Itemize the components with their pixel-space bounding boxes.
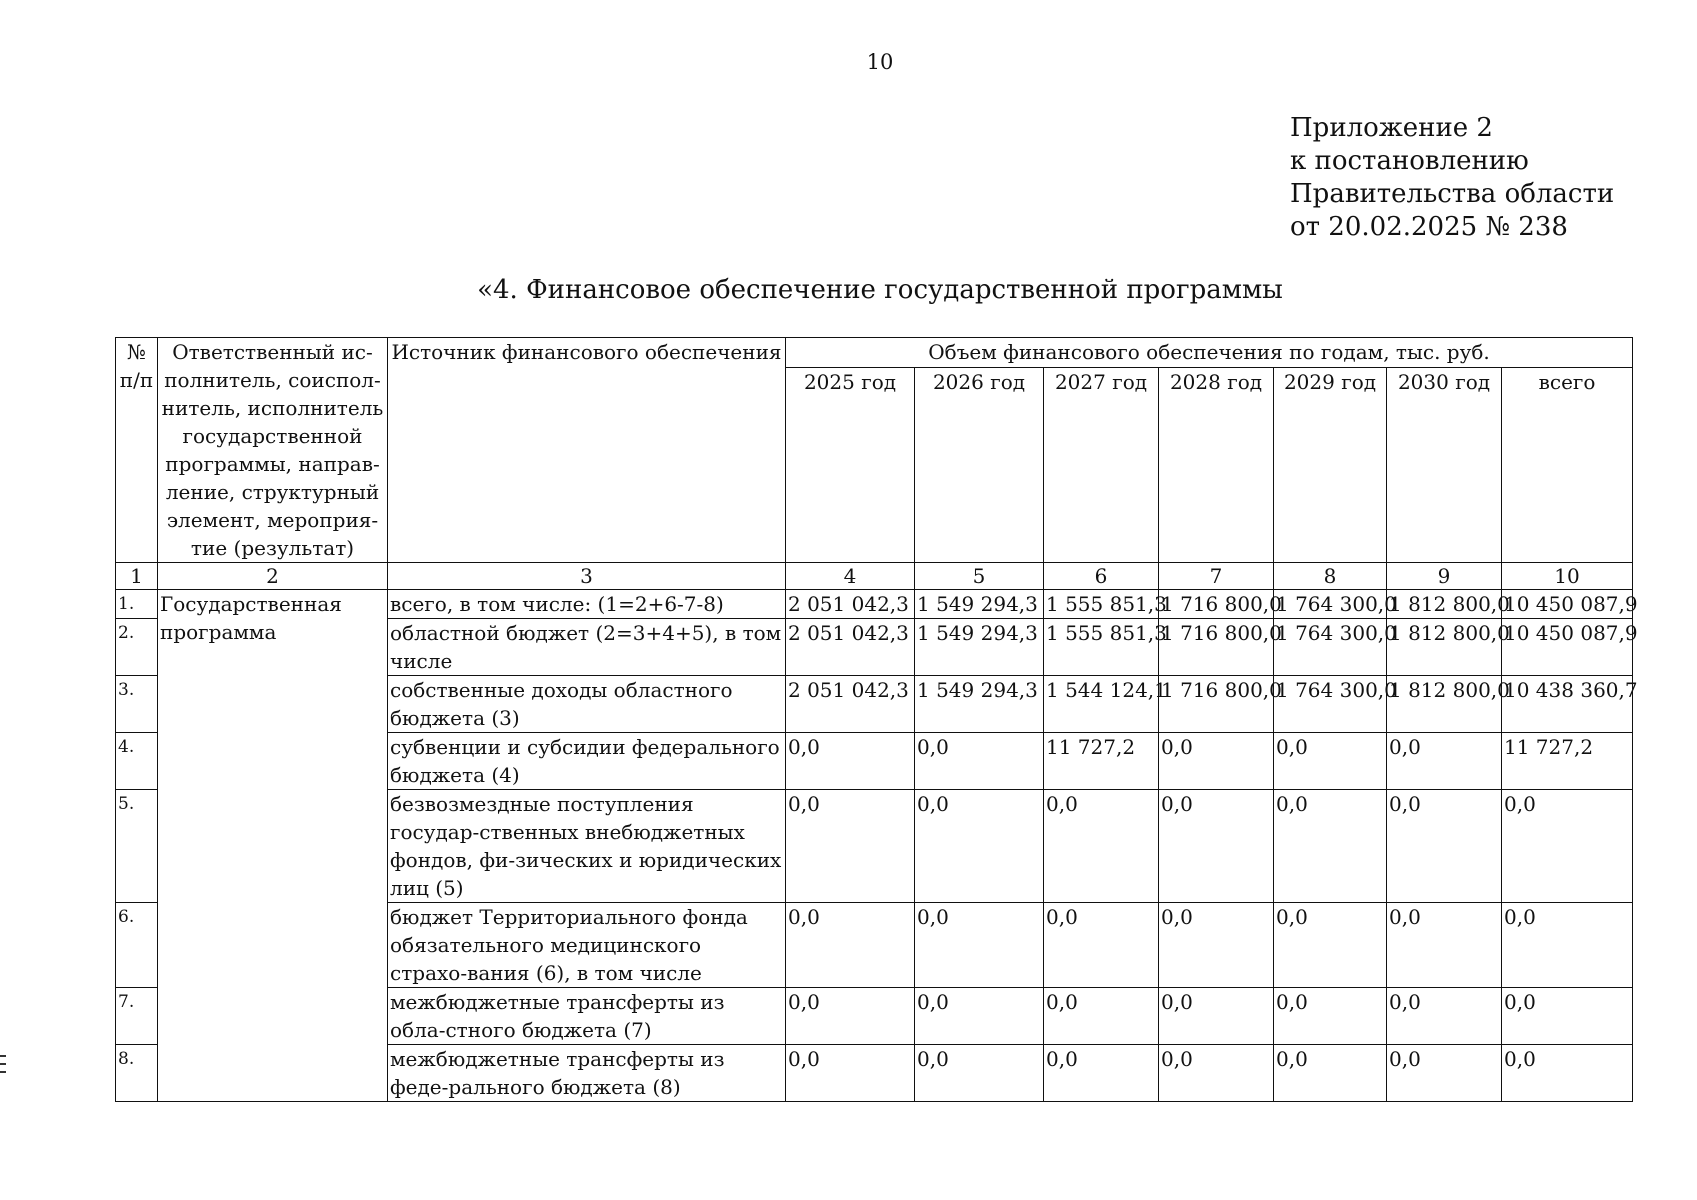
row-number: 6. xyxy=(116,903,158,988)
header-number: № п/п xyxy=(116,338,158,563)
row-year-value: 11 727,2 xyxy=(1044,733,1159,790)
row-year-value: 0,0 xyxy=(786,1045,915,1102)
row-year-value: 1 764 300,0 xyxy=(1274,676,1387,733)
row-total-value: 10 438 360,7 xyxy=(1502,676,1633,733)
header-total: всего xyxy=(1502,368,1633,563)
appendix-line: Правительства области xyxy=(1290,179,1615,209)
row-year-value: 0,0 xyxy=(786,733,915,790)
row-year-value: 0,0 xyxy=(1044,988,1159,1045)
row-year-value: 2 051 042,3 xyxy=(786,590,915,619)
column-numbers-row xyxy=(116,563,1633,590)
row-source: безвозмездные поступления государ-ственных внебюджетных фондов, фи-зических и юридических лиц (5) xyxy=(388,790,786,903)
row-source: областной бюджет (2=3+4+5), в том числе xyxy=(388,619,786,676)
row-year-value: 0,0 xyxy=(915,790,1044,903)
row-year-value: 1 716 800,0 xyxy=(1159,619,1274,676)
row-total-value: 0,0 xyxy=(1502,790,1633,903)
row-year-value: 0,0 xyxy=(1044,790,1159,903)
column-number: 2 xyxy=(158,563,388,590)
row-number: 8. xyxy=(116,1045,158,1102)
row-total-value: 10 450 087,9 xyxy=(1502,619,1633,676)
row-year-value: 0,0 xyxy=(1044,1045,1159,1102)
row-year-value: 0,0 xyxy=(1387,790,1502,903)
row-number: 2. xyxy=(116,619,158,676)
row-year-value: 1 549 294,3 xyxy=(915,619,1044,676)
row-year-value: 1 716 800,0 xyxy=(1159,676,1274,733)
row-year-value: 1 549 294,3 xyxy=(915,676,1044,733)
row-year-value: 0,0 xyxy=(786,988,915,1045)
financing-table xyxy=(115,337,1638,1102)
program-label: Государственная программа xyxy=(158,590,388,1102)
row-number: 1. xyxy=(116,590,158,619)
header-source: Источник финансового обеспечения xyxy=(388,338,786,563)
row-source: межбюджетные трансферты из обла-стного бюджета (7) xyxy=(388,988,786,1045)
header-year: 2028 год xyxy=(1159,368,1274,563)
row-year-value: 0,0 xyxy=(786,790,915,903)
row-year-value: 1 549 294,3 xyxy=(915,590,1044,619)
document-title: «4. Финансовое обеспечение государственной программы xyxy=(477,275,1283,305)
row-year-value: 0,0 xyxy=(1387,903,1502,988)
row-total-value: 0,0 xyxy=(1502,903,1633,988)
column-number: 1 xyxy=(116,563,158,590)
row-number: 7. xyxy=(116,988,158,1045)
row-year-value: 0,0 xyxy=(1159,733,1274,790)
row-year-value: 0,0 xyxy=(1044,903,1159,988)
row-year-value: 0,0 xyxy=(915,733,1044,790)
row-number: 3. xyxy=(116,676,158,733)
header-year: 2030 год xyxy=(1387,368,1502,563)
row-total-value: 11 727,2 xyxy=(1502,733,1633,790)
row-year-value: 0,0 xyxy=(1274,903,1387,988)
row-year-value: 0,0 xyxy=(1274,733,1387,790)
row-year-value: 1 716 800,0 xyxy=(1159,590,1274,619)
row-year-value: 0,0 xyxy=(915,903,1044,988)
row-number: 5. xyxy=(116,790,158,903)
row-source: межбюджетные трансферты из феде-рального бюджета (8) xyxy=(388,1045,786,1102)
table-body xyxy=(116,590,1638,1102)
column-number: 10 xyxy=(1502,563,1633,590)
row-year-value: 1 555 851,3 xyxy=(1044,590,1159,619)
appendix-line: Приложение 2 xyxy=(1290,113,1493,143)
row-source: всего, в том числе: (1=2+6-7-8) xyxy=(388,590,786,619)
row-year-value: 1 812 800,0 xyxy=(1387,590,1502,619)
row-year-value: 1 812 800,0 xyxy=(1387,619,1502,676)
row-year-value: 0,0 xyxy=(1159,1045,1274,1102)
row-total-value: 10 450 087,9 xyxy=(1502,590,1633,619)
row-year-value: 0,0 xyxy=(1387,988,1502,1045)
header-row xyxy=(116,338,1633,368)
column-number: 7 xyxy=(1159,563,1274,590)
row-year-value: 0,0 xyxy=(1387,733,1502,790)
column-number: 5 xyxy=(915,563,1044,590)
table-row xyxy=(116,590,1633,619)
row-year-value: 0,0 xyxy=(1159,988,1274,1045)
row-year-value: 0,0 xyxy=(1274,988,1387,1045)
row-total-value: 0,0 xyxy=(1502,988,1633,1045)
row-year-value: 0,0 xyxy=(1159,903,1274,988)
row-year-value: 0,0 xyxy=(786,903,915,988)
row-year-value: 1 764 300,0 xyxy=(1274,619,1387,676)
row-year-value: 0,0 xyxy=(915,1045,1044,1102)
row-year-value: 1 544 124,1 xyxy=(1044,676,1159,733)
row-year-value: 0,0 xyxy=(915,988,1044,1045)
row-year-value: 0,0 xyxy=(1159,790,1274,903)
header-year: 2025 год xyxy=(786,368,915,563)
row-number: 4. xyxy=(116,733,158,790)
column-number: 9 xyxy=(1387,563,1502,590)
row-year-value: 0,0 xyxy=(1274,1045,1387,1102)
row-year-value: 0,0 xyxy=(1274,790,1387,903)
row-source: собственные доходы областного бюджета (3) xyxy=(388,676,786,733)
header-responsible: Ответственный ис-полнитель, соиспол-нитель, исполнитель государственной программы, направ-ление, структурный элемент, мероприя-тие (результат) xyxy=(158,338,388,563)
column-number: 8 xyxy=(1274,563,1387,590)
row-year-value: 0,0 xyxy=(1387,1045,1502,1102)
appendix-block xyxy=(1290,112,1614,244)
column-number: 4 xyxy=(786,563,915,590)
edge-marks xyxy=(0,1055,6,1079)
row-year-value: 1 812 800,0 xyxy=(1387,676,1502,733)
appendix-line: от 20.02.2025 № 238 xyxy=(1290,212,1568,242)
row-total-value: 0,0 xyxy=(1502,1045,1633,1102)
row-source: бюджет Территориального фонда обязательного медицинского страхо-вания (6), в том числе xyxy=(388,903,786,988)
header-year: 2029 год xyxy=(1274,368,1387,563)
appendix-line: к постановлению xyxy=(1290,146,1529,176)
header-year: 2027 год xyxy=(1044,368,1159,563)
header-year: 2026 год xyxy=(915,368,1044,563)
page-number: 10 xyxy=(866,50,894,74)
row-year-value: 2 051 042,3 xyxy=(786,676,915,733)
column-number: 3 xyxy=(388,563,786,590)
row-year-value: 1 555 851,3 xyxy=(1044,619,1159,676)
column-number: 6 xyxy=(1044,563,1159,590)
row-year-value: 2 051 042,3 xyxy=(786,619,915,676)
row-source: субвенции и субсидии федерального бюджета (4) xyxy=(388,733,786,790)
header-volume: Объем финансового обеспечения по годам, тыс. руб. xyxy=(786,338,1633,368)
row-year-value: 1 764 300,0 xyxy=(1274,590,1387,619)
